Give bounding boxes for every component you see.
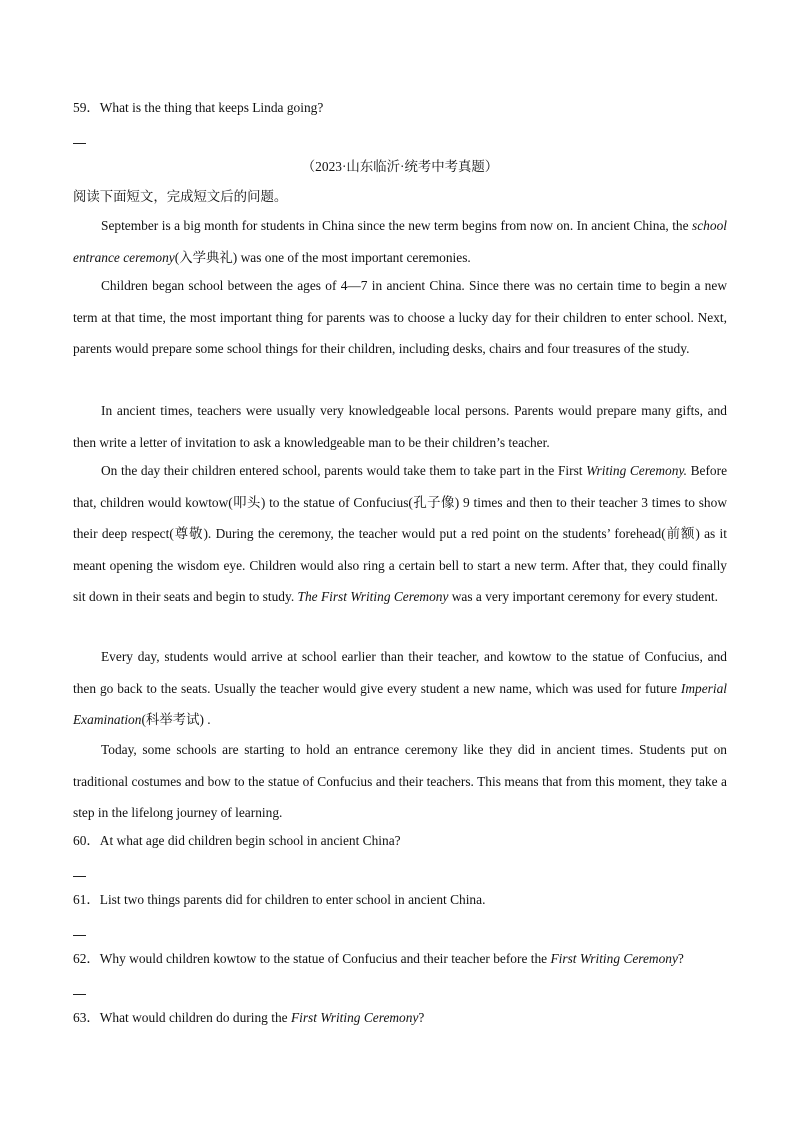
question-text: What would children do during the (99, 1010, 291, 1025)
term-school-entrance-ceremony: school entrance ceremony (73, 218, 727, 265)
term-first-writing-ceremony: The First Writing Ceremony (297, 589, 449, 605)
instruction: 阅读下面短文，完成短文后的问题。 (73, 189, 288, 204)
question-59 (73, 99, 323, 117)
term-first-writing-ceremony: First Writing Ceremony (290, 1010, 419, 1025)
passage-paragraph-6: Today, some schools are starting to hold an entrance ceremony like they did in ancient times. Students put on traditional costumes and bow to the statue of Confucius and their teachers. This means that from this moment, they take a step in the lifelong journey of learning. (73, 742, 727, 821)
term-writing-ceremony: Writing Ceremony. (586, 463, 687, 478)
question-60 (73, 832, 401, 850)
answer-blank-62[interactable] (73, 994, 86, 995)
exam-source: （2023·山东临沂·统考中考真题） (301, 159, 499, 174)
question-number: 63． (73, 1010, 100, 1025)
passage-paragraph-4: On the day their children entered school, parents would take them to take part in the First Writing Ceremony. Before that, children would kowtow(叩头) to the statue of Confucius(孔子像) 9 times and then to their teacher 3 times to show their deep respect(尊敬). During the ceremony, the teacher would put a red point on the students’ forehead(前额) as it meant opening the wisdom eye. Children would also ring a certain bell to start a new term. After that, they could finally sit down in their seats and begin to study. The First Writing Ceremony was a very important ceremony for every student. (73, 463, 728, 605)
question-number: 61． (73, 892, 100, 907)
question-text: Why would children kowtow to the statue of Confucius and their teacher before the (99, 951, 551, 966)
question-number: 60． (73, 833, 100, 848)
term-first-writing-ceremony: First Writing Ceremony (550, 951, 678, 966)
question-text: What is the thing that keeps Linda going? (99, 100, 324, 115)
question-62: 62．Why would children kowtow to the statue of Confucius and their teacher before the First Writing Ceremony? (73, 951, 684, 966)
answer-blank-61[interactable] (73, 935, 86, 936)
passage-paragraph-3: In ancient times, teachers were usually very knowledgeable local persons. Parents would prepare many gifts, and then write a letter of invitation to ask a knowledgeable man to be their children’s teacher. (73, 403, 727, 450)
question-61 (73, 891, 485, 909)
answer-blank-60[interactable] (73, 876, 86, 877)
passage-paragraph-2: Children began school between the ages of 4—7 in ancient China. Since there was no certain time to begin a new term at that time, the most important thing for parents was to choose a lucky day for their children to enter school. Next, parents would prepare some school things for their children, including desks, chairs and four treasures of the study. (73, 278, 727, 357)
passage-paragraph-1: September is a big month for students in China since the new term begins from now on. In ancient China, the school entrance ceremony(入学典礼) was one of the most important ceremonies. (73, 218, 727, 265)
question-63: 63．What would children do during the First Writing Ceremony? (73, 1010, 425, 1025)
term-imperial-examination: Imperial Examination (73, 680, 727, 728)
question-text: List two things parents did for children to enter school in ancient China. (99, 892, 486, 907)
answer-blank-59[interactable] (73, 143, 86, 144)
question-number: 62． (73, 951, 100, 966)
passage-paragraph-5: Every day, students would arrive at school earlier than their teacher, and kowtow to the statue of Confucius, and then go back to the seats. Usually the teacher would give every student a new name, which was used for future Imperial Examination(科举考试) . (73, 649, 727, 728)
question-number: 59． (73, 100, 100, 115)
question-text: At what age did children begin school in ancient China? (99, 833, 401, 848)
